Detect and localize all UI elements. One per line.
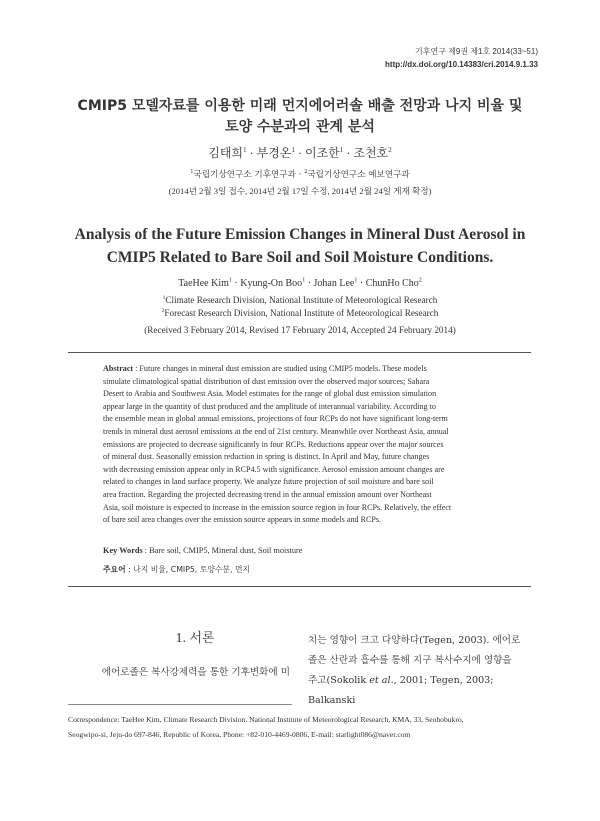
body-right-line3-em: et al.: [369, 675, 394, 686]
abstract-label: Abstract: [103, 364, 134, 373]
body-right-line3: [308, 671, 532, 711]
abstract-line-3: Desert to Arabia and Southwest Asia. Model estimates for the range of global dust emission simulation: [103, 389, 437, 399]
author-ko-2: 부경온: [256, 146, 292, 160]
correspondence: [68, 712, 538, 742]
english-affiliation-2: [0, 307, 600, 320]
keywords-text: Bare soil, CMIP5, Mineral dust, Soil moisture: [149, 546, 303, 555]
keywords-ko-label: 주요어: [103, 565, 126, 574]
ko-aff-2: 국립기상연구소 예보연구과: [307, 170, 410, 180]
keywords-ko-text: 나지 비율, CMIP5, 토양수분, 먼지: [133, 565, 251, 574]
en-aff2-text: Forecast Research Division, National Institute of Meteorological Research: [164, 308, 439, 318]
abstract-line-11: area fraction. Regarding the projected decreasing trend in the annual emission amount over Northeast: [103, 489, 432, 499]
abstract-line-12: Asia, soil moisture is expected to increase in the emission source region in four RCPs. Relatively, the effect: [103, 502, 452, 512]
ko-aff-sup1: 1: [190, 169, 194, 176]
english-dates: (Received 3 February 2014, Revised 17 February 2014, Accepted 24 February 2014): [144, 325, 456, 335]
journal-citation: 기후연구 제9권 제1호 2014(33~51): [415, 47, 538, 56]
author-en-3-sup: 1: [354, 277, 358, 284]
abstract-line-8: of mineral dust. Seasonally emission reduction in spring is distinct. In April and May, future changes: [103, 452, 430, 462]
abstract-line-6: trends in mineral dust aerosol emissions at the end of 21st century. Meanwhile over Northeast Asia, annual: [103, 426, 449, 436]
english-title-line2: CMIP5 Related to Bare Soil and Soil Moisture Conditions.: [106, 249, 494, 266]
abstract: [103, 363, 499, 527]
abstract-line-4: appear large in the quantity of dust produced and the amplitude of interannual variability. According to: [103, 401, 436, 411]
english-affiliation-1: [0, 294, 600, 307]
doi-link[interactable]: http://dx.doi.org/10.14383/cri.2014.9.1.33: [385, 60, 538, 69]
author-ko-4-sup: 2: [388, 146, 392, 154]
abstract-line-9: with decreasing emission appear only in RCP4.5 with significance. Aerosol emission amount changes are: [103, 464, 445, 474]
english-authors: TaeHee Kim$^1$ · Kyung-On Boo$^1$ · Johan Lee$^1$ · ChunHo Cho$^2$: [178, 277, 422, 289]
author-ko-1-sup: 1: [243, 146, 247, 154]
body-right-line3-b: , 2001; Tegen, 2003; Balkanski: [308, 675, 494, 706]
en-aff2-sup: 2: [161, 307, 165, 314]
body-right-line1: 치는 영향이 크고 다양하다(Tegen, 2003). 에어로: [308, 635, 521, 646]
keywords-ko: 주요어 : 나지 비율, CMIP5, 토양수분, 먼지: [103, 565, 251, 574]
section-number: 1.: [175, 631, 186, 646]
abstract-line-1-text: Future changes in mineral dust emission are studied using CMIP5 models. These models: [139, 364, 427, 373]
keywords-en: Key Words : Bare soil, CMIP5, Mineral dust, Soil moisture: [103, 546, 303, 555]
author-en-4-sup: 2: [418, 277, 422, 284]
abstract-line-1: Abstract : Future changes in mineral dust emission are studied using CMIP5 models. These models: [103, 364, 427, 373]
en-aff1-sup: 1: [162, 294, 166, 301]
author-en-1-sup: 1: [228, 277, 232, 284]
abstract-line-2: simulate climatological spatial distribution of dust emission over the observed major sources; Sahara: [103, 376, 430, 386]
author-en-2-sup: 1: [302, 277, 306, 284]
correspondence-line2: Seogwipo-si, Jeju-do 697-846, Republic of Korea, Phone: +82-010-4469-0806, E-mail: starlight086@naver.com: [68, 730, 411, 739]
korean-dates: (2014년 2월 3일 접수, 2014년 2월 17일 수정, 2014년 2월 24일 게재 확정): [168, 186, 432, 196]
abstract-line-5: the ensemble mean in global annual emissions, projections of four RCPs do not have significant long-term: [103, 414, 448, 424]
section-title: 서론: [189, 631, 215, 646]
korean-affiliation: [0, 168, 600, 180]
author-en-3: Johan Lee: [313, 278, 355, 289]
korean-authors: 김태희$^1$ · 부경온$^1$ · 이조한$^1$ · 조천호$^2$: [208, 146, 392, 160]
ko-aff-sup2: 2: [304, 169, 308, 176]
abstract-line-7: emissions are projected to decrease significantly in four RCPs. Reductions appear over the major sources: [103, 439, 444, 449]
body-right-line2: 졸은 산란과 흡수를 통해 지구 복사수지에 영향을: [308, 655, 512, 666]
body-right-line3-a: 주고(Sokolik: [308, 675, 370, 686]
author-ko-2-sup: 1: [291, 146, 295, 154]
correspondence-line1: Correspondence: TaeHee Kim, Climate Research Division, National Institute of Meteorological Research, KMA, 33, Seohobukro,: [68, 715, 464, 724]
abstract-line-13: of bare soil area changes over the emission source appears in some models and RCPs.: [103, 515, 382, 525]
author-ko-3-sup: 1: [339, 146, 344, 154]
english-affiliations: [0, 294, 600, 320]
ko-aff-1: 국립기상연구소 기후연구과 ·: [193, 170, 305, 180]
author-en-4: ChunHo Cho: [365, 278, 419, 289]
english-title: [0, 223, 600, 269]
body-right-column: [308, 631, 532, 711]
author-ko-4: 조천호: [353, 146, 389, 160]
author-en-2: Kyung-On Boo: [240, 278, 303, 289]
author-ko-1: 김태희: [208, 146, 244, 160]
author-ko-3: 이조한: [305, 146, 340, 160]
body-left-line1: 에어로졸은 복사강제력을 통한 기후변화에 미: [101, 667, 290, 678]
abstract-bottom-rule: [68, 586, 531, 587]
abstract-top-rule: [68, 352, 531, 353]
korean-title: [0, 96, 600, 138]
english-title-line1: Analysis of the Future Emission Changes in Mineral Dust Aerosol in: [74, 226, 526, 243]
keywords-label: Key Words: [103, 546, 143, 555]
en-aff1-text: Climate Research Division, National Institute of Meteorological Research: [165, 295, 438, 305]
abstract-line-10: related to changes in land surface property. We analyze future projection of soil moisture and bare soil: [103, 477, 434, 487]
korean-title-line1: CMIP5 모델자료를 이용한 미래 먼지에어러솔 배출 전망과 나지 비율 및: [77, 98, 523, 114]
footnote-rule: [68, 704, 292, 705]
author-en-1: TaeHee Kim: [178, 278, 229, 289]
section-heading: [150, 627, 240, 647]
korean-title-line2: 토양 수분과의 관계 분석: [225, 119, 375, 135]
